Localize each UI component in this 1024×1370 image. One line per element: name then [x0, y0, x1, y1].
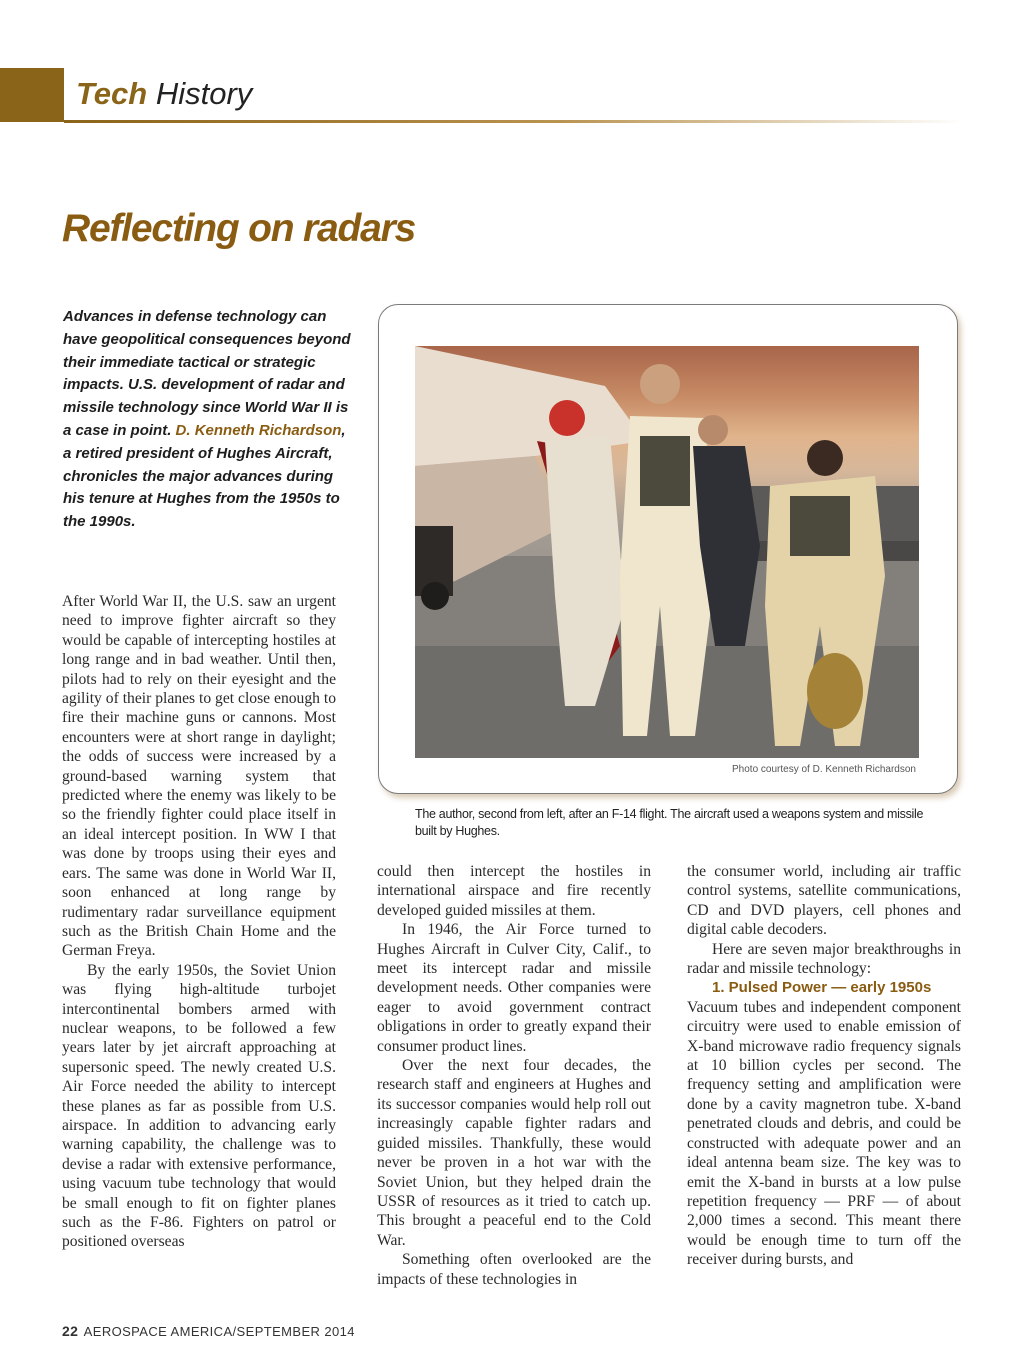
author-name: D. Kenneth Richardson: [175, 421, 342, 439]
body-column-3: [687, 862, 961, 1270]
section-color-bar: [0, 68, 64, 122]
paragraph: Vacuum tubes and independent component circuitry were used to enable emission of X-band microwave radio frequency signals at 10 billion cycles per second. The frequency setting and amplification were done by a cavity magnetron tube. X-band penetrated clouds and debris, and could be constructed with adequate power and an ideal antenna beam size. The key was to emit the X-band in bursts at a low pulse repetition frequency — PRF — of about 2,000 times a second. This meant there would be enough time to turn off the receiver during bursts, and: [687, 998, 961, 1269]
paragraph: could then intercept the hostiles in international airspace and fire recently developed guided missiles at them.: [377, 863, 651, 919]
paragraph: Something often overlooked are the impacts of these technologies in: [377, 1251, 651, 1288]
photo-illustration: [415, 346, 919, 758]
body-column-1: [62, 592, 336, 1252]
section-label-rest: History: [155, 76, 253, 111]
section-rule: [64, 120, 964, 123]
paragraph: By the early 1950s, the Soviet Union was flying high-altitude turbojet intercontinental bombers armed with nuclear weapons, to be followed a few years later by jet aircraft approaching at supersonic speed. The newly created U.S. Air Force needed the ability to intercept these planes as far as possible from U.S. airspace. In addition to advancing early warning capability, the challenge was to devise a radar with extensive performance, using vacuum tube technology that would be small enough to fit on fighter planes such as the F-86. Fighters on patrol or positioned overseas: [62, 961, 336, 1251]
section-label: [76, 74, 252, 114]
paragraph: After World War II, the U.S. saw an urgent need to improve fighter aircraft so they would be capable of intercepting hostiles at long range and in bad weather. Until then, pilots had to rely on their eyesight and the agility of their planes to get close enough to fire their machine guns or cannons. Most encounters were at short range in daylight; the odds of success were increased by a ground-based warning system that predicted where the enemy was likely to be so the friendly fighter could place itself in an ideal intercept position. In WW I that was done by troops using their eyes and ears. The same was done in World War II, soon enhanced at long range by rudimentary radar surveillance equipment such as the British Chain Home and the German Freya.: [62, 593, 336, 960]
publication-name: AEROSPACE AMERICA/SEPTEMBER 2014: [83, 1324, 355, 1339]
paragraph: Here are seven major breakthroughs in radar and missile technology:: [687, 940, 961, 978]
page-footer: [62, 1323, 355, 1339]
photo-caption: The author, second from left, after an F-14 flight. The aircraft used a weapons system and missile built by Hughes.: [415, 807, 924, 838]
page-number: 22: [62, 1323, 79, 1339]
section-label-strong: Tech: [76, 76, 148, 111]
paragraph: the consumer world, including air traffic control systems, satellite communications, CD and DVD players, cell phones and digital cable decoders.: [687, 863, 961, 939]
article-photo: [415, 346, 919, 758]
article-title: Reflecting on radars: [62, 207, 416, 250]
section-subhead: 1. Pulsed Power — early 1950s: [712, 979, 932, 997]
photo-credit: Photo courtesy of D. Kenneth Richardson: [732, 764, 916, 775]
article-intro: [63, 306, 353, 534]
intro-text-end: , a retired president of Hughes Aircraft, chronicles the major advances during his tenure at Hughes from the 1950s to the 1990s.: [63, 421, 346, 531]
intro-text: Advances in defense technology can have geopolitical consequences beyond their immediate tactical or strategic impacts. U.S. development of radar and missile technology since World War II is a case in point.: [63, 308, 351, 439]
body-column-2: [377, 862, 651, 1289]
paragraph: Over the next four decades, the research staff and engineers at Hughes and its successor companies would help roll out increasingly capable fighter radars and guided missiles. Thankfully, these would never be proven in a hot war with the Soviet Union, but they helped drain the USSR of resources as it tried to catch up. This brought a peaceful end to the Cold War.: [377, 1057, 651, 1249]
paragraph: In 1946, the Air Force turned to Hughes Aircraft in Culver City, Calif., to meet its intercept radar and missile development needs. Other companies were eager to avoid government contract obligations in order to greatly expand their consumer product lines.: [377, 921, 651, 1055]
